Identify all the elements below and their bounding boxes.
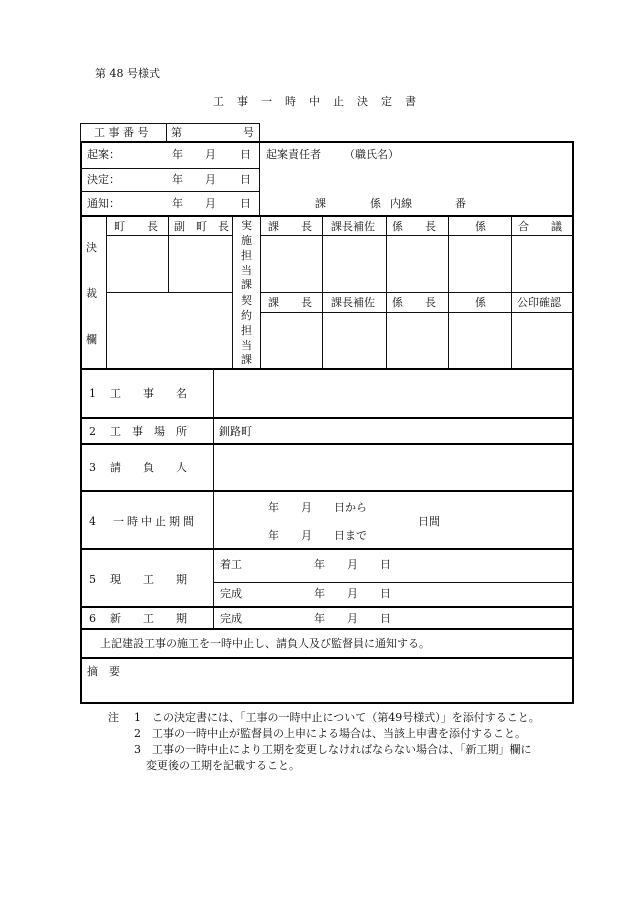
item-4-from: 年 月 日から <box>268 501 367 514</box>
kian-nen: 年 <box>172 148 183 161</box>
item-6-no: 6 <box>89 612 96 625</box>
kessai-side-1: 決 <box>86 241 97 254</box>
kessai-side-3: 欄 <box>86 333 97 346</box>
jisshi-tanto-ka: 実 施 担 当 課 <box>241 219 252 292</box>
top-kacho-hosa: 課長補佐 <box>331 220 375 233</box>
note-3: 3 工事の一時中止により工期を変更しなければならない場合は、「新工期」欄に <box>134 743 532 756</box>
kettei-tsuki: 月 <box>205 173 216 186</box>
bottom-kacho-hosa: 課長補佐 <box>331 296 375 309</box>
item-1-label: 工 事 名 <box>110 387 187 400</box>
top-kacho: 課 長 <box>268 220 312 233</box>
koji-bango-dai: 第 <box>171 126 182 139</box>
responsible-ka: 課 <box>315 197 326 210</box>
item-2-value: 釧路町 <box>219 425 252 438</box>
form-number: 第 48 号様式 <box>95 67 160 80</box>
statement: 上記建設工事の施工を一時中止し、請負人及び監督員に通知する。 <box>100 637 430 650</box>
keiyaku-tanto-ka: 契 約 担 当 課 <box>241 294 252 367</box>
top-kakari: 係 <box>475 220 486 233</box>
item-5-end: 完成 <box>220 587 242 600</box>
deputy-mayor-label: 副 町 長 <box>174 220 229 233</box>
item-6-end: 完成 <box>220 612 242 625</box>
responsible-ban: 番 <box>455 197 466 210</box>
top-gogi: 合 議 <box>518 220 562 233</box>
responsible-kakari: 係 <box>370 197 381 210</box>
bottom-kakari: 係 <box>475 296 486 309</box>
bottom-kakaricho: 係 長 <box>392 296 436 309</box>
item-3-label: 請 負 人 <box>110 461 187 474</box>
tsuchi-label: 通知： <box>87 197 120 210</box>
item-4-label: 一時中止期間 <box>113 515 197 528</box>
kettei-hi: 日 <box>240 173 251 186</box>
kian-label: 起案： <box>87 148 120 161</box>
kettei-label: 決定： <box>87 173 120 186</box>
mayor-label: 町 長 <box>114 220 158 233</box>
item-5-start-date: 年 月 日 <box>314 558 391 571</box>
item-2-no: 2 <box>89 425 96 438</box>
document-title: 工 事 一 時 中 止 決 定 書 <box>213 95 417 108</box>
bottom-kacho: 課 長 <box>268 296 312 309</box>
item-4-no: 4 <box>89 515 96 528</box>
tsuchi-hi: 日 <box>240 197 251 210</box>
tsuchi-nen: 年 <box>172 197 183 210</box>
note-1: 1 この決定書には、「工事の一時中止について（第49号様式）」を添付すること。 <box>134 711 540 724</box>
tekiyo-label: 摘 要 <box>87 665 120 678</box>
item-5-label: 現 工 期 <box>110 573 187 586</box>
tsuchi-tsuki: 月 <box>205 197 216 210</box>
item-4-to: 年 月 日まで <box>268 529 367 542</box>
item-3-no: 3 <box>89 461 96 474</box>
item-2-label: 工 事 場 所 <box>110 425 187 438</box>
notes-head: 注 <box>108 711 119 724</box>
item-5-end-date: 年 月 日 <box>314 587 391 600</box>
item-6-end-date: 年 月 日 <box>314 612 391 625</box>
top-kakaricho: 係 長 <box>392 220 436 233</box>
note-3-cont: 変更後の工期を記載すること。 <box>146 759 300 772</box>
responsible-shokushi: （職氏名） <box>344 148 399 161</box>
item-5-no: 5 <box>89 573 96 586</box>
item-6-label: 新 工 期 <box>110 612 187 625</box>
bottom-koin-kakunin: 公印確認 <box>517 296 561 309</box>
kessai-side-2: 裁 <box>86 287 97 300</box>
koji-bango-go: 号 <box>243 126 254 139</box>
responsible-naisen: 内線 <box>390 197 412 210</box>
note-2: 2 工事の一時中止が監督員の上申による場合は、当該上申書を添付すること。 <box>134 727 526 740</box>
item-1-no: 1 <box>89 387 96 400</box>
kian-hi: 日 <box>240 148 251 161</box>
kettei-nen: 年 <box>172 173 183 186</box>
item-4-days: 日間 <box>418 515 440 528</box>
kian-tsuki: 月 <box>205 148 216 161</box>
item-5-start: 着工 <box>220 558 242 571</box>
koji-bango-label: 工 事 番 号 <box>94 126 149 139</box>
responsible-label: 起案責任者 <box>266 148 321 161</box>
